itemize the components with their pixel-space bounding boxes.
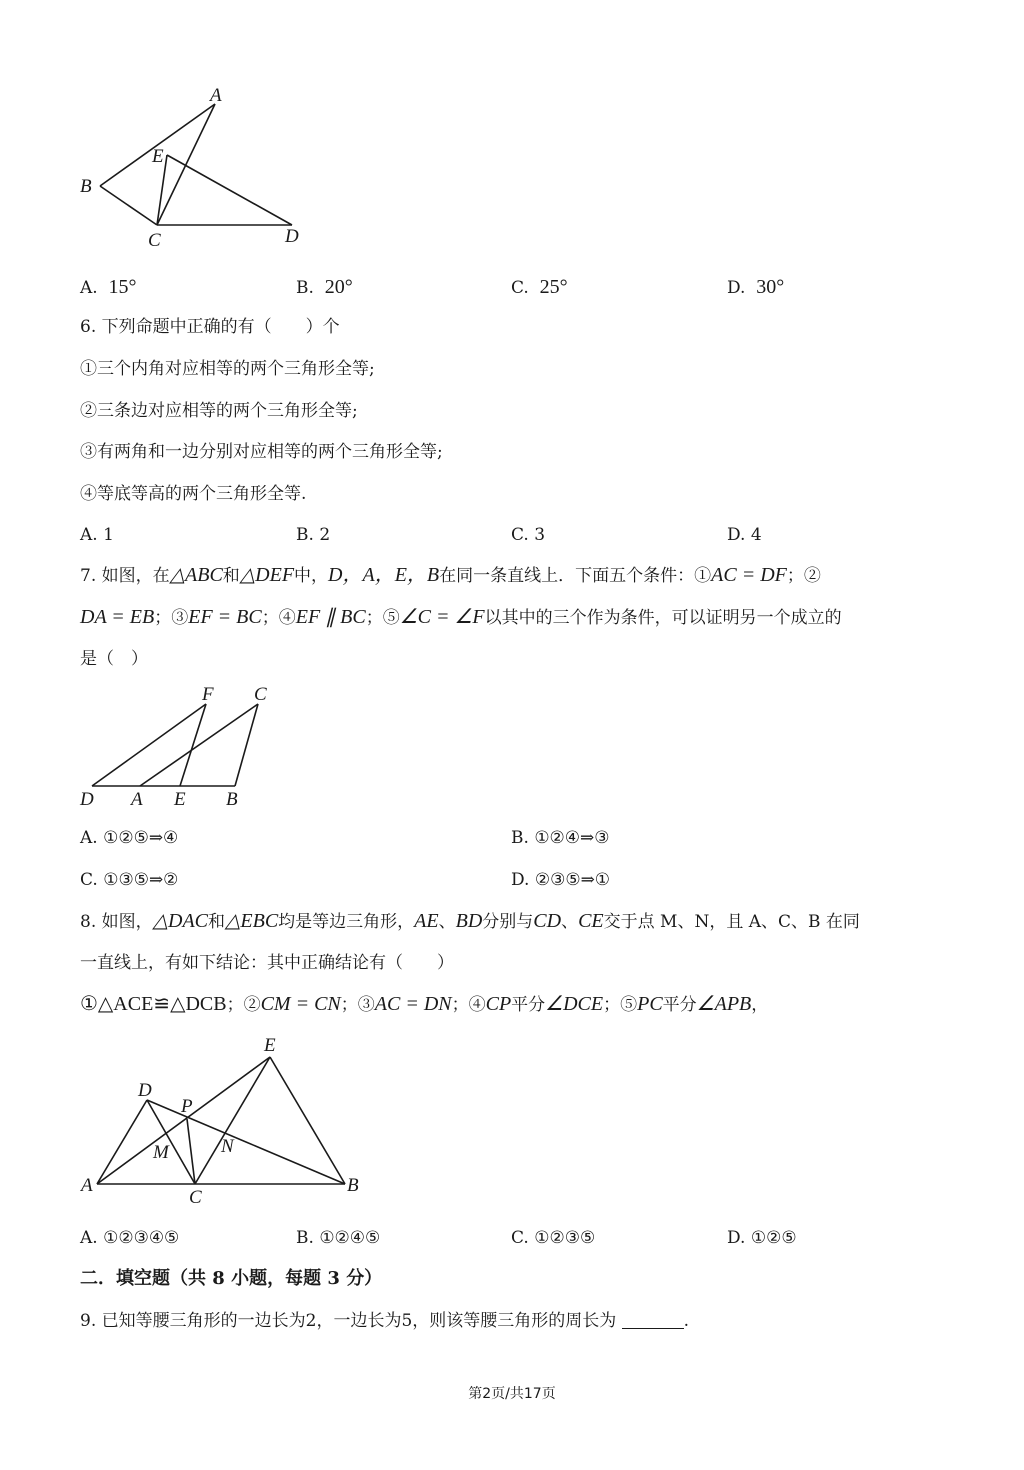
q6-option-c[interactable]: C. 3: [511, 525, 546, 545]
q7-stem-line-1: 7. 如图，在△ABC和△DEF中，D，A，E，B在同一条直线上．下面五个条件：①AC = DF；②: [80, 564, 821, 586]
q8-segment-cd: CD: [533, 910, 562, 932]
q6-item-1: ①三个内角对应相等的两个三角形全等;: [80, 359, 375, 379]
q6-option-b[interactable]: B. 2: [296, 525, 331, 545]
q8-label-N: N: [221, 1136, 234, 1157]
q5-option-a[interactable]: A. 15°: [80, 276, 137, 298]
q7-option-d[interactable]: D. ②③⑤⇒①: [511, 870, 611, 890]
q7-label-D: D: [80, 789, 94, 810]
q8-conclusion-4b: ∠DCE: [545, 993, 604, 1015]
q7-stem-line-3: 是（ ）: [80, 649, 148, 669]
label-B: B: [80, 176, 92, 197]
q8-conclusion-1: ①△ACE≌△DCB: [80, 993, 227, 1015]
q5-option-b[interactable]: B. 20°: [296, 276, 353, 298]
q7-triangle-abc: △ABC: [169, 564, 223, 586]
q8-option-b[interactable]: B. ①②④⑤: [296, 1228, 381, 1248]
figure-triangles-abcde: [70, 80, 320, 255]
q7-collinear-points: D，A，E，B: [328, 564, 440, 586]
q8-segment-ce: CE: [578, 910, 604, 932]
q8-stem-line-1: 8. 如图，△DAC和△EBC均是等边三角形，AE、BD分别与CD、CE交于点 M、N，且 A、C、B 在同: [80, 910, 860, 932]
q8-conclusion-3: AC = DN: [374, 993, 452, 1015]
q8-label-D: D: [138, 1080, 152, 1101]
q6-item-3: ③有两角和一边分别对应相等的两个三角形全等;: [80, 442, 443, 462]
q8-option-d[interactable]: D. ①②⑤: [727, 1228, 797, 1248]
q8-conclusions: ①△ACE≌△DCB；②CM = CN；③AC = DN；④CP平分∠DCE；⑤PC平分∠APB，: [80, 993, 769, 1015]
q8-conclusion-5b: ∠APB: [696, 993, 752, 1015]
q8-conclusion-4a: CP: [485, 993, 512, 1015]
q8-label-B: B: [347, 1175, 359, 1196]
q7-condition-2: DA = EB: [80, 606, 155, 628]
q7-label-F: F: [202, 684, 214, 705]
q6-item-4: ④等底等高的两个三角形全等.: [80, 484, 307, 504]
q7-label-A: A: [131, 789, 143, 810]
q7-condition-5: ∠C = ∠F: [399, 606, 485, 628]
q7-stem-line-2: DA = EB；③EF = BC；④EF ∥ BC；⑤∠C = ∠F以其中的三个作为条件，可以证明另一个成立的: [80, 606, 842, 628]
q8-label-M: M: [153, 1142, 169, 1163]
label-A: A: [210, 85, 222, 106]
label-D: D: [285, 226, 299, 247]
q7-triangle-def: △DEF: [239, 564, 295, 586]
q7-option-b[interactable]: B. ①②④⇒③: [511, 828, 610, 848]
q5-option-d-value: 30°: [756, 276, 785, 298]
q5-option-d[interactable]: D. 30°: [727, 276, 785, 298]
label-E: E: [152, 146, 164, 167]
q9-answer-blank[interactable]: [622, 1312, 684, 1329]
q5-option-a-value: 15°: [108, 276, 137, 298]
q8-segment-bd: BD: [455, 910, 483, 932]
q7-condition-4: EF ∥ BC: [295, 606, 366, 628]
q8-conclusion-5a: PC: [637, 993, 663, 1015]
q6-option-d[interactable]: D. 4: [727, 525, 762, 545]
q8-label-A: A: [81, 1175, 93, 1196]
q9-stem: 9. 已知等腰三角形的一边长为2，一边长为5，则该等腰三角形的周长为 .: [80, 1311, 690, 1331]
q7-label-B: B: [226, 789, 238, 810]
q8-option-a[interactable]: A. ①②③④⑤: [80, 1228, 180, 1248]
figure-q7-triangles: [75, 682, 285, 812]
q8-label-C: C: [189, 1187, 202, 1208]
q7-condition-1: AC = DF: [711, 564, 787, 586]
q8-segment-ae: AE: [414, 910, 439, 932]
q8-triangle-ebc: △EBC: [225, 910, 279, 932]
q8-triangle-dac: △DAC: [152, 910, 209, 932]
page-number: 第2页/共17页: [468, 1386, 556, 1402]
q8-option-c[interactable]: C. ①②③⑤: [511, 1228, 596, 1248]
q8-label-P: P: [181, 1096, 193, 1117]
q8-stem-line-2: 一直线上，有如下结论：其中正确结论有（ ）: [80, 953, 454, 973]
figure-q8-equilateral-triangles: [75, 1030, 375, 1210]
label-C: C: [148, 230, 161, 251]
q7-condition-3: EF = BC: [188, 606, 262, 628]
q6-stem: 6. 下列命题中正确的有（ ）个: [80, 317, 340, 337]
q5-option-b-value: 20°: [324, 276, 353, 298]
q6-option-a[interactable]: A. 1: [80, 525, 114, 545]
q5-option-c[interactable]: C. 25°: [511, 276, 568, 298]
q7-label-E: E: [174, 789, 186, 810]
q5-option-c-value: 25°: [539, 276, 568, 298]
q8-conclusion-2: CM = CN: [260, 993, 341, 1015]
q7-label-C: C: [254, 684, 267, 705]
q7-option-a[interactable]: A. ①②⑤⇒④: [80, 828, 179, 848]
q6-item-2: ②三条边对应相等的两个三角形全等;: [80, 401, 358, 421]
q7-option-c[interactable]: C. ①③⑤⇒②: [80, 870, 179, 890]
section-heading-fill-in: 二．填空题（共 8 小题，每题 3 分）: [80, 1268, 383, 1289]
q8-label-E: E: [264, 1035, 276, 1056]
